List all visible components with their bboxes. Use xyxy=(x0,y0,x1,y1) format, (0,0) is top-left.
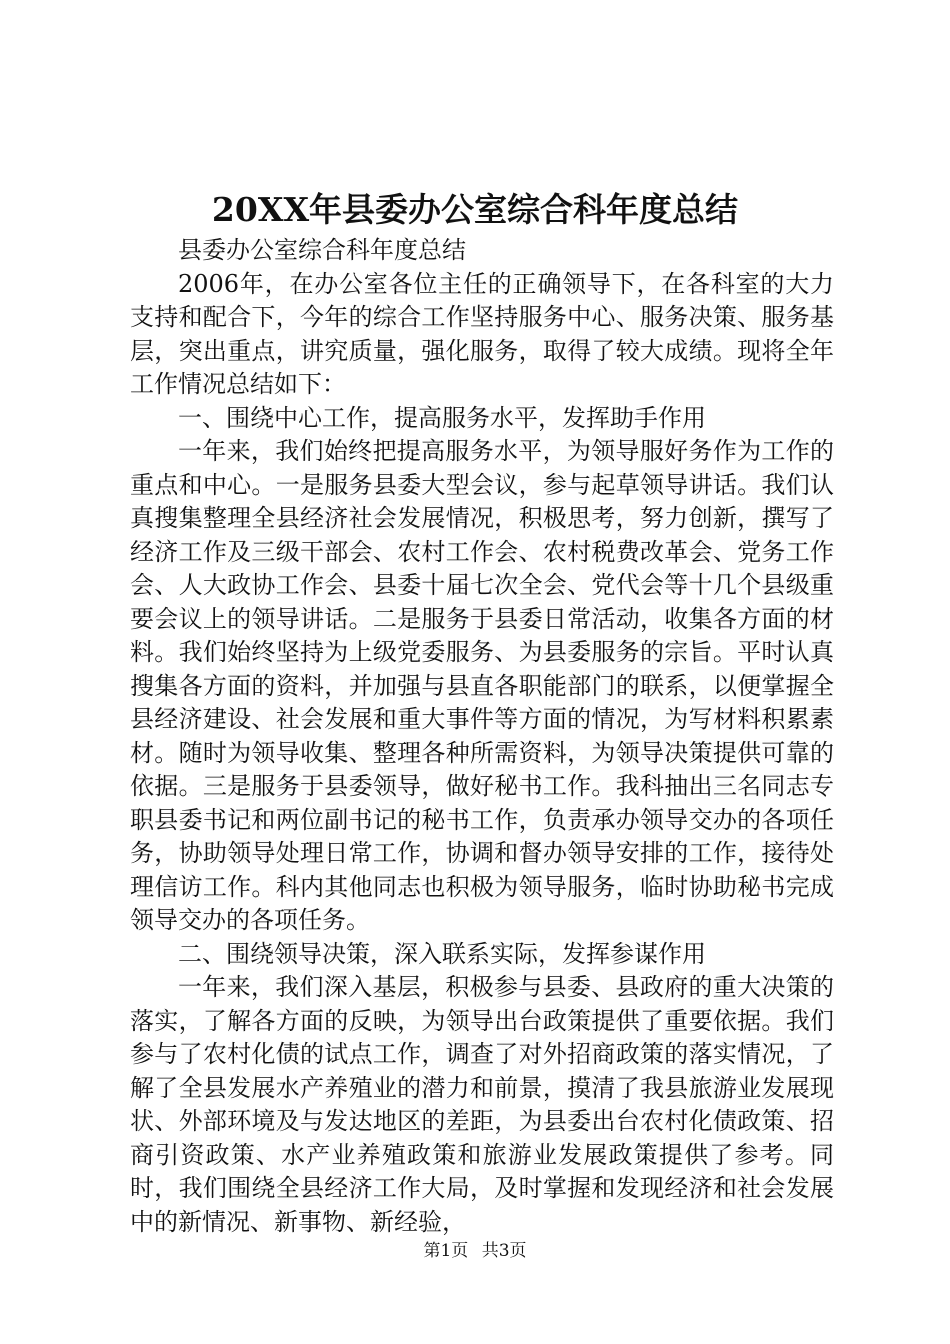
page-footer xyxy=(0,1239,950,1263)
paragraph-section-1: 一年来，我们始终把提高服务水平，为领导服好务作为工作的重点和中心。一是服务县委大型会议，参与起草领导讲话。我们认真搜集整理全县经济社会发展情况，积极思考，努力创新，撰写了经济工作及三级干部会、农村工作会、农村税费改革会、党务工作会、人大政协工作会、县委十届七次全会、党代会等十几个县级重要会议上的领导讲话。二是服务于县委日常活动，收集各方面的材料。我们始终坚持为上级党委服务、为县委服务的宗旨。平时认真搜集各方面的资料，并加强与县直各职能部门的联系，以便掌握全县经济建设、社会发展和重大事件等方面的情况，为写材料积累素材。随时为领导收集、整理各种所需资料，为领导决策提供可靠的依据。三是服务于县委领导，做好秘书工作。我科抽出三名同志专职县委书记和两位副书记的秘书工作，负责承办领导交办的各项任务，协助领导处理日常工作，协调和督办领导安排的工作，接待处理信访工作。科内其他同志也积极为领导服务，临时协助秘书完成领导交办的各项任务。 xyxy=(130,437,834,934)
section-heading-1: 一、围绕中心工作，提高服务水平，发挥助手作用 xyxy=(178,403,706,432)
page-total: 共3页 xyxy=(481,1241,527,1261)
page-number: 第1页 xyxy=(423,1241,469,1261)
paragraph-subtitle: 县委办公室综合科年度总结 xyxy=(178,236,466,264)
paragraph-section-2: 一年来，我们深入基层，积极参与县委、县政府的重大决策的落实，了解各方面的反映，为领导出台政策提供了重要依据。我们参与了农村化债的试点工作，调查了对外招商政策的落实情况，了解了全县发展水产养殖业的潜力和前景，摸清了我县旅游业发展现状、外部环境及与发达地区的差距，为县委出台农村化债政策、招商引资政策、水产业养殖政策和旅游业发展政策提供了参考。同时，我们围绕全县经济工作大局，及时掌握和发现经济和社会发展中的新情况、新事物、新经验， xyxy=(130,973,834,1236)
document-body xyxy=(130,234,834,1239)
section-heading-2: 二、围绕领导决策，深入联系实际，发挥参谋作用 xyxy=(178,939,706,968)
document-title: 20XX年县委办公室综合科年度总结 xyxy=(211,190,739,229)
paragraph-intro: 2006年，在办公室各位主任的正确领导下，在各科室的大力支持和配合下，今年的综合工作坚持服务中心、服务决策、服务基层，突出重点，讲究质量，强化服务，取得了较大成绩。现将全年工作情况总结如下： xyxy=(130,269,834,398)
